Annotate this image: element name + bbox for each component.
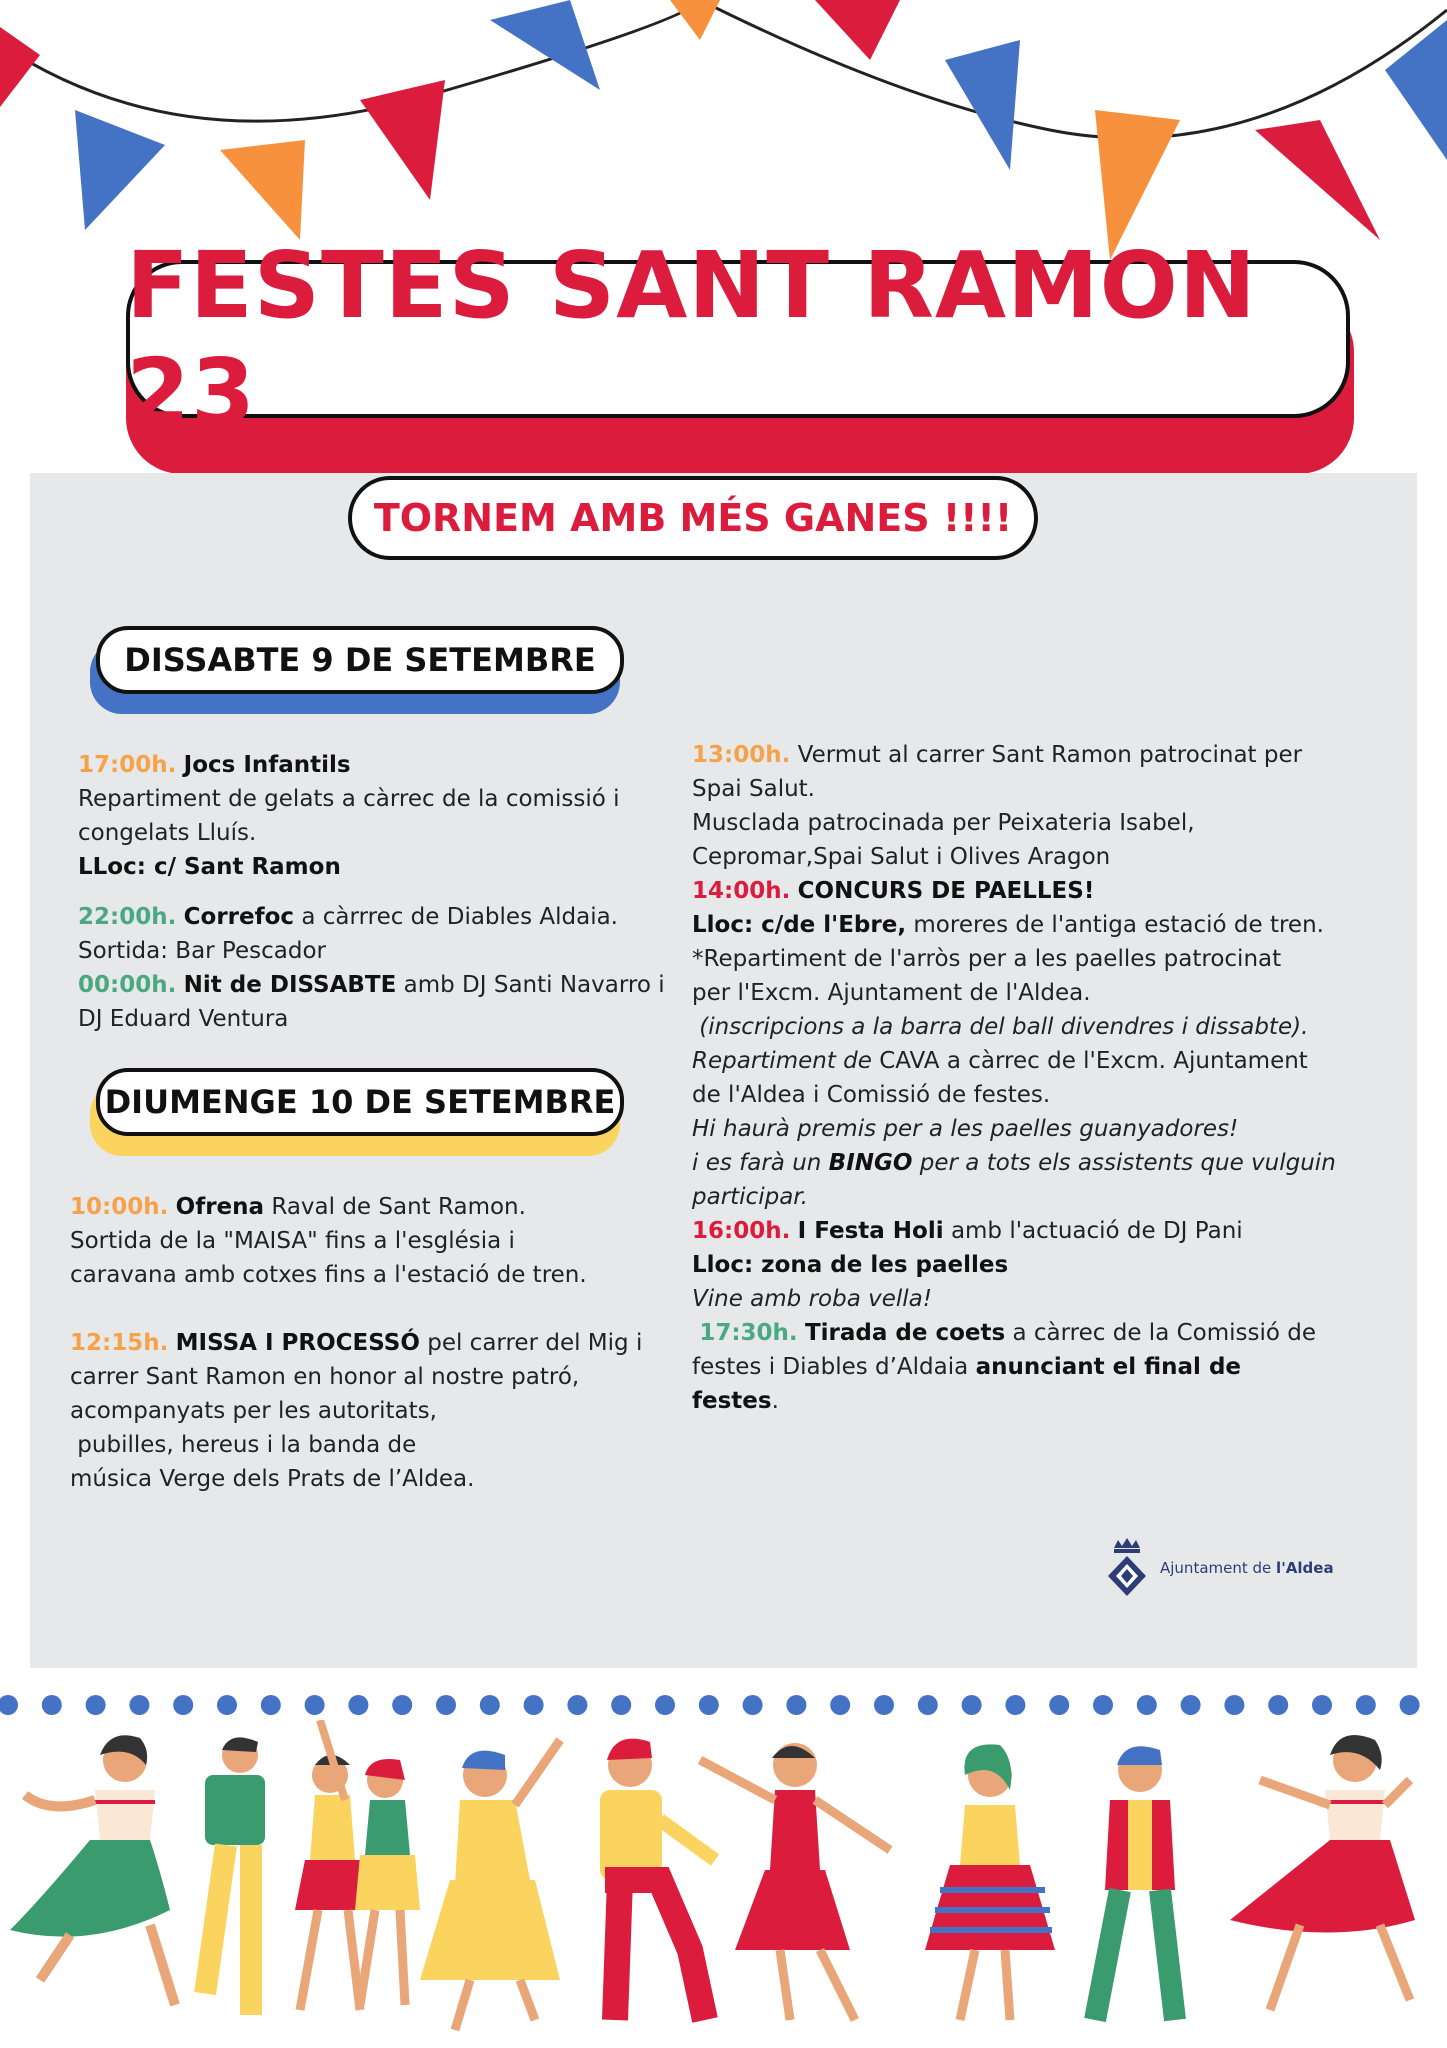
dancer-figure xyxy=(295,1720,370,2010)
sunday-events: 10:00h. Ofrena Raval de Sant Ramon. Sortida de la "MAISA" fins a l'església i caravana amb cotxes fins a l'estació de tren. 12:15h. MISSA I PROCESSÓ pel carrer del Mig i carrer Sant Ramon en honor al nostre patró, acompanyats per les autoritats, pubilles, hereus i la banda de música Verge dels Prats de l’Aldea. xyxy=(70,1190,670,1496)
divider-dot xyxy=(1400,1695,1420,1715)
divider-dot xyxy=(786,1695,806,1715)
dots-divider xyxy=(0,1690,1447,1720)
dancer-figure xyxy=(10,1735,175,2005)
divider-dot xyxy=(874,1695,894,1715)
divider-dot xyxy=(1093,1695,1113,1715)
dancer-figure xyxy=(600,1739,715,2020)
dancer-figure xyxy=(355,1759,420,2005)
divider-dot xyxy=(962,1695,982,1715)
flag-red xyxy=(360,80,445,200)
dancer-figure xyxy=(194,1737,265,2015)
dancer-figure xyxy=(1230,1735,1415,2010)
flag-orange xyxy=(670,0,720,40)
divider-dot xyxy=(173,1695,193,1715)
dancer-figure xyxy=(1095,1746,1175,2020)
event-line: 22:00h. Correfoc a càrrrec de Diables Aldaia. xyxy=(78,904,618,930)
divider-dot xyxy=(1312,1695,1332,1715)
divider-dot xyxy=(0,1695,18,1715)
divider-dot xyxy=(42,1695,62,1715)
event-line: 16:00h. I Festa Holi amb l'actuació de DJ Pani xyxy=(692,1218,1243,1244)
sunday-heading: DIUMENGE 10 DE SETEMBRE xyxy=(96,1068,624,1136)
divider-dot xyxy=(1049,1695,1069,1715)
divider-dot xyxy=(392,1695,412,1715)
logo-text: Ajuntament de l'Aldea xyxy=(1160,1559,1334,1577)
divider-dot xyxy=(1224,1695,1244,1715)
flag-red xyxy=(815,0,900,60)
event-line: 14:00h. CONCURS DE PAELLES! xyxy=(692,878,1095,904)
page-title: FESTES SANT RAMON 23 xyxy=(126,232,1257,446)
divider-dot xyxy=(524,1695,544,1715)
divider-dot xyxy=(305,1695,325,1715)
flag-red xyxy=(0,20,40,120)
flag-blue xyxy=(490,0,600,90)
flag-blue xyxy=(1385,20,1447,160)
saturday-heading: DISSABTE 9 DE SETEMBRE xyxy=(96,626,624,694)
coat-of-arms-icon xyxy=(1104,1538,1150,1598)
sunday-afternoon-events: 13:00h. Vermut al carrer Sant Ramon patrocinat per Spai Salut. Musclada patrocinada per Peixateria Isabel, Cepromar,Spai Salut i Olives Aragon 14:00h. CONCURS DE PAELLES! Lloc: c/de l'Ebre, moreres de l'antiga estació de tren. *Repartiment de l'arròs per a les paelles patrocinat per l'Excm. Ajuntament de l'Aldea. (inscripcions a la barra del ball divendres i dissabte). Repartiment de CAVA a càrrec de l'Excm. Ajuntament de l'Aldea i Comissió de festes. Hi haurà premis per a les paelles guanyadores! i es farà un BINGO per a tots els assistents que vulguin participar. 16:00h. I Festa Holi amb l'actuació de DJ Pani Lloc: zona de les paelles Vine amb roba vella! 17:30h. Tirada de coets a càrrec de la Comissió de festes i Diables d’Aldaia anunciant el final de festes. xyxy=(692,738,1372,1418)
divider-dot xyxy=(480,1695,500,1715)
saturday-events: 17:00h. Jocs Infantils Repartiment de gelats a càrrec de la comissió i congelats Lluís. LLoc: c/ Sant Ramon 22:00h. Correfoc a càrrrec de Diables Aldaia. Sortida: Bar Pescador 00:00h. Nit de DISSABTE amb DJ Santi Navarro i DJ Eduard Ventura xyxy=(78,748,668,1036)
flag-blue xyxy=(75,110,165,230)
divider-dot xyxy=(129,1695,149,1715)
town-hall-logo xyxy=(1104,1536,1344,1600)
event-line: 17:30h. Tirada de coets a càrrec de la Comissió de xyxy=(699,1320,1317,1346)
divider-dot xyxy=(1268,1695,1288,1715)
tagline: TORNEM AMB MÉS GANES !!!! xyxy=(348,476,1038,560)
divider-dot xyxy=(1005,1695,1025,1715)
divider-dot xyxy=(1181,1695,1201,1715)
divider-dot xyxy=(699,1695,719,1715)
event-line: 12:15h. MISSA I PROCESSÓ pel carrer del Mig i xyxy=(70,1330,643,1356)
divider-dot xyxy=(1356,1695,1376,1715)
event-line: 00:00h. Nit de DISSABTE amb DJ Santi Navarro i xyxy=(78,972,665,998)
event-line: 10:00h. Ofrena Raval de Sant Ramon. xyxy=(70,1194,526,1220)
divider-dot xyxy=(86,1695,106,1715)
event-line: 13:00h. Vermut al carrer Sant Ramon patrocinat per xyxy=(692,742,1303,768)
divider-dot xyxy=(655,1695,675,1715)
divider-dot xyxy=(567,1695,587,1715)
divider-dot xyxy=(611,1695,631,1715)
dancer-figure xyxy=(420,1740,560,2030)
divider-dot xyxy=(743,1695,763,1715)
divider-dot xyxy=(436,1695,456,1715)
dancers-illustration xyxy=(0,1720,1447,2048)
divider-dot xyxy=(348,1695,368,1715)
divider-dot xyxy=(1137,1695,1157,1715)
divider-dot xyxy=(918,1695,938,1715)
divider-dot xyxy=(830,1695,850,1715)
flag-red xyxy=(1255,120,1380,240)
flag-orange xyxy=(220,140,305,240)
dancer-figure xyxy=(700,1743,890,2020)
divider-dot xyxy=(217,1695,237,1715)
divider-dot xyxy=(261,1695,281,1715)
event-line: 17:00h. Jocs Infantils xyxy=(78,752,351,778)
dancer-figure xyxy=(925,1744,1055,2020)
